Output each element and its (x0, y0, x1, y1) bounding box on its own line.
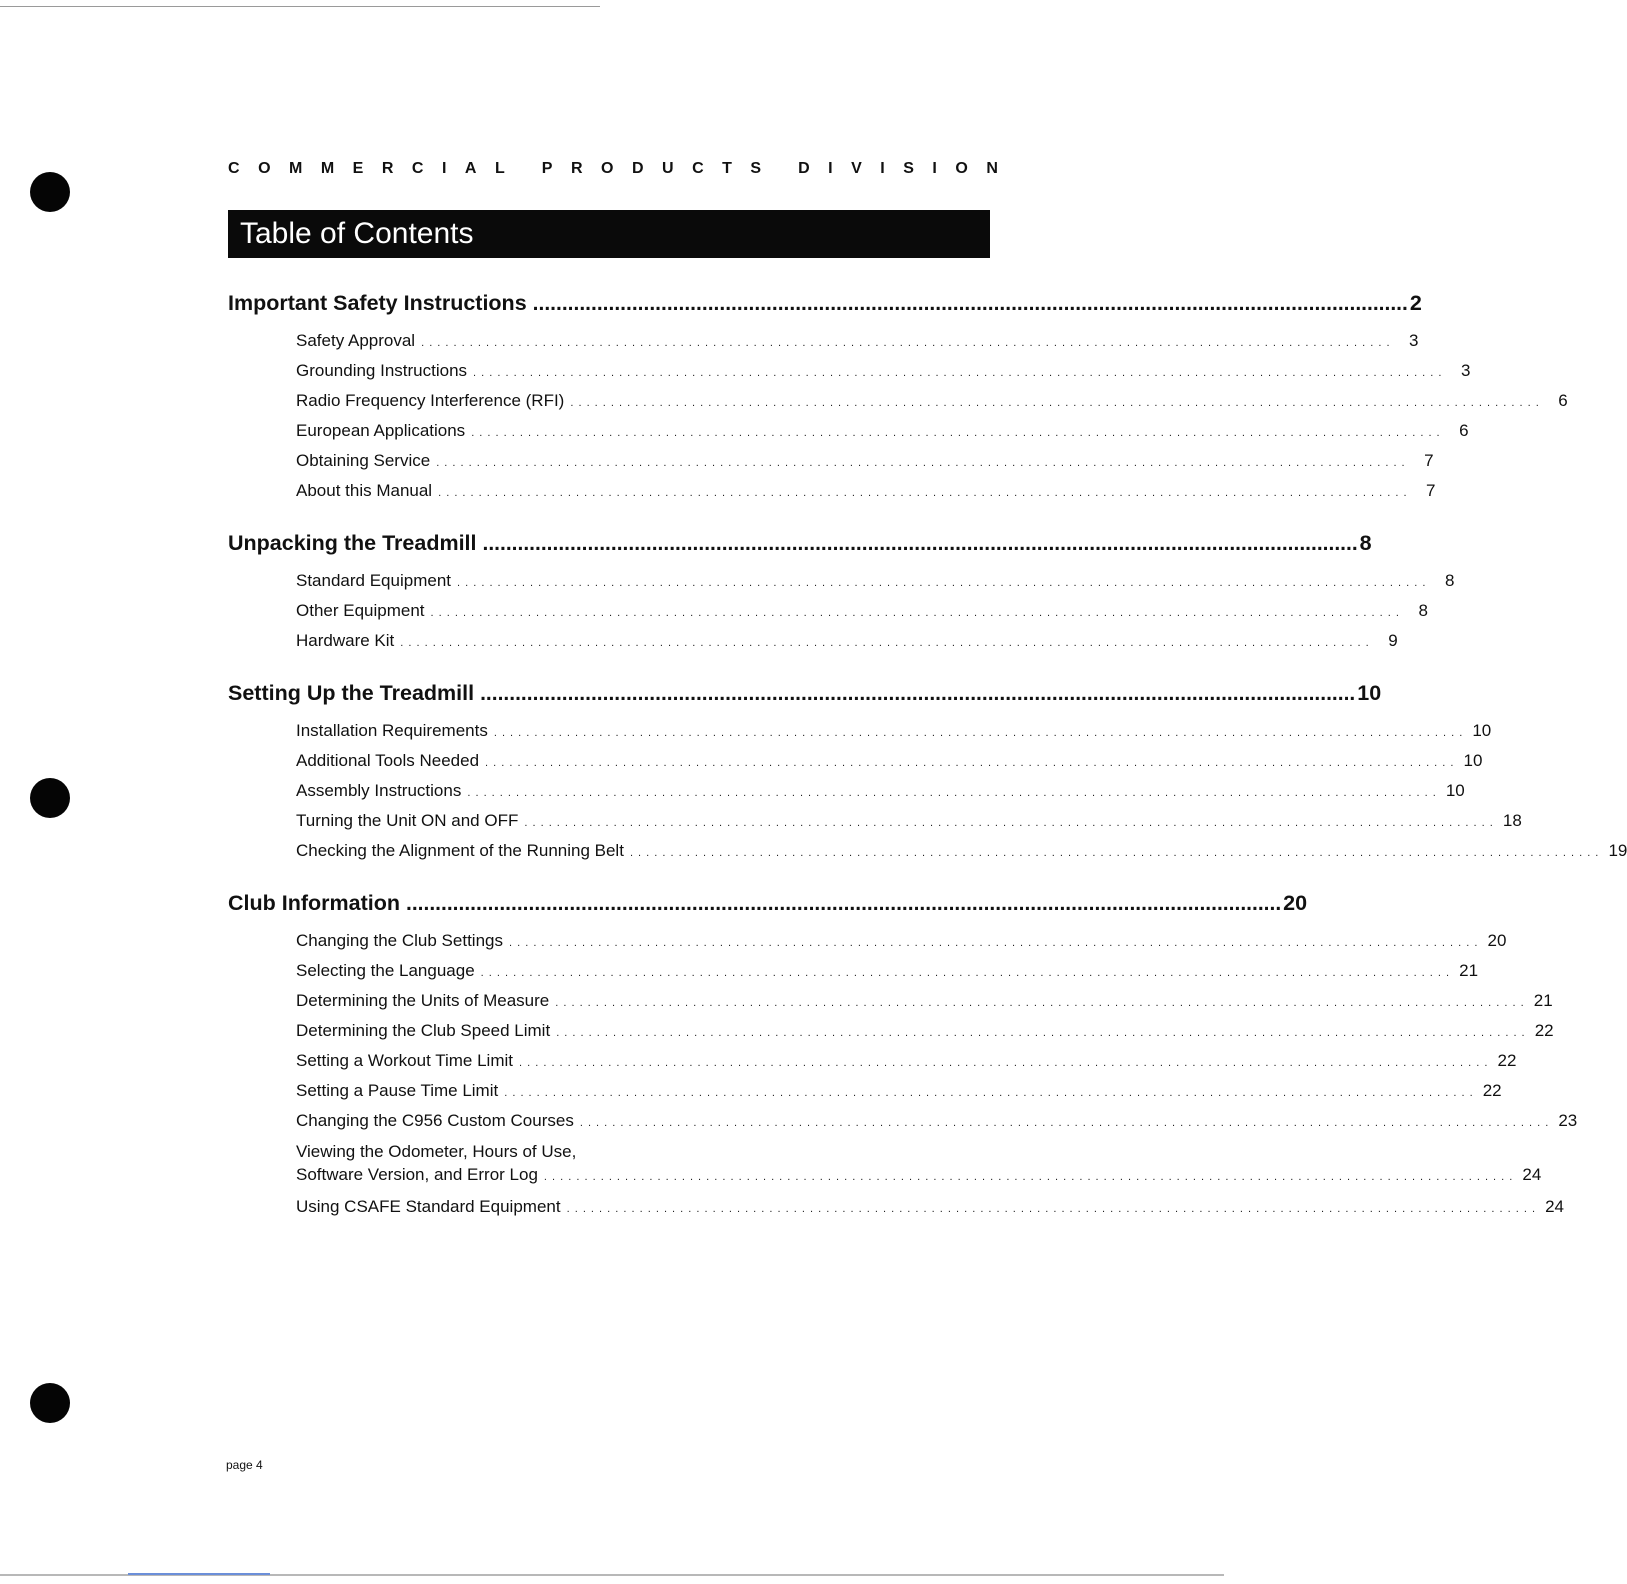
toc-entry[interactable] (296, 1192, 1565, 1222)
entry-page-number: 18 (1502, 811, 1522, 830)
scan-edge-top (0, 6, 600, 7)
entry-label: About this Manual (296, 481, 433, 500)
dot-leader: . . . . . . . . . . . . . . . . . . . . . . . . . . . . . . . . . . . . . . . . . . . . . . . . . . . . . . . . . . . . . . . . . . . . . . . . . . . . . . . . . . . . . . . . . . . . . . . . . . . . . . . . . . . . . . . . . . . . . . . . (570, 397, 1540, 409)
entry-page-number: 3 (1461, 361, 1471, 380)
entry-page-number: 8 (1444, 571, 1455, 590)
toc-entry[interactable] (296, 326, 1419, 356)
toc-section-heading[interactable]: Setting Up the Treadmill ...................................................................................................................................................... 10 (228, 674, 838, 712)
toc-entry[interactable] (296, 566, 1455, 596)
entry-label: Standard Equipment (296, 571, 451, 590)
division-letter: M (320, 160, 335, 177)
toc-entry[interactable] (296, 716, 1492, 746)
dot-leader: . . . . . . . . . . . . . . . . . . . . . . . . . . . . . . . . . . . . . . . . . . . . . . . . . . . . . . . . . . . . . . . . . . . . . . . . . . . . . . . . . . . . . . . . . . . . . . . . . . . . . . . . . . . . . . . . . . . . . . . . (480, 967, 1451, 979)
binder-hole (30, 778, 70, 818)
toc-section (228, 674, 1627, 866)
entry-page-number: 22 (1497, 1051, 1517, 1070)
entry-page-number: 10 (1463, 751, 1483, 770)
dot-leader: . . . . . . . . . . . . . . . . . . . . . . . . . . . . . . . . . . . . . . . . . . . . . . . . . . . . . . . . . . . . . . . . . . . . . . . . . . . . . . . . . . . . . . . . . . . . . . . . . . . . . . . . . . . . . . . . . . . . . . . . (436, 457, 1406, 469)
entry-page-number: 19 (1608, 841, 1627, 860)
entry-page-number: 6 (1558, 391, 1568, 410)
dot-leader: . . . . . . . . . . . . . . . . . . . . . . . . . . . . . . . . . . . . . . . . . . . . . . . . . . . . . . . . . . . . . . . . . . . . . . . . . . . . . . . . . . . . . . . . . . . . . . . . . . . . . . . . . . . . . . . . . . . . . . . . (524, 817, 1494, 829)
entry-page-number: 10 (1472, 721, 1492, 740)
division-letter: I (880, 160, 885, 177)
division-letter: C (692, 160, 704, 177)
toc-entry[interactable] (296, 446, 1434, 476)
entry-label: Hardware Kit (296, 631, 395, 650)
dot-leader: . . . . . . . . . . . . . . . . . . . . . . . . . . . . . . . . . . . . . . . . . . . . . . . . . . . . . . . . . . . . . . . . . . . . . . . . . . . . . . . . . . . . . . . . . . . . . . . . . . . . . . . . . . . . . . . . . . . . . . . . (504, 1087, 1474, 1099)
toc-entry[interactable] (296, 1016, 1554, 1046)
dot-leader: ...................................................................................................................................................... (405, 892, 1282, 915)
entry-page-number: 7 (1424, 451, 1434, 470)
toc-entry[interactable] (296, 476, 1436, 506)
division-letter: S (750, 160, 762, 177)
division-letter: C (411, 160, 424, 177)
division-letter: S (903, 160, 914, 177)
entry-page-number: 21 (1459, 961, 1479, 980)
division-letter: R (570, 160, 583, 177)
division-header (228, 160, 998, 178)
entry-page-number: 3 (1409, 331, 1419, 350)
toc-section-heading[interactable]: Club Information ...................................................................................................................................................... 20 (228, 884, 838, 922)
entry-page-number: 24 (1522, 1165, 1542, 1184)
dot-leader: . . . . . . . . . . . . . . . . . . . . . . . . . . . . . . . . . . . . . . . . . . . . . . . . . . . . . . . . . . . . . . . . . . . . . . . . . . . . . . . . . . . . . . . . . . . . . . . . . . . . . . . . . . . . . . . . . . . . . . . . (543, 1171, 1514, 1183)
dot-leader: . . . . . . . . . . . . . . . . . . . . . . . . . . . . . . . . . . . . . . . . . . . . . . . . . . . . . . . . . . . . . . . . . . . . . . . . . . . . . . . . . . . . . . . . . . . . . . . . . . . . . . . . . . . . . . . . . . . . . . . . (629, 847, 1600, 859)
toc-entry[interactable] (296, 776, 1465, 806)
dot-leader: . . . . . . . . . . . . . . . . . . . . . . . . . . . . . . . . . . . . . . . . . . . . . . . . . . . . . . . . . . . . . . . . . . . . . . . . . . . . . . . . . . . . . . . . . . . . . . . . . . . . . . . . . . . . . . . . . . . . . . . . (438, 487, 1408, 499)
toc-entry[interactable] (296, 836, 1627, 866)
entry-label: Changing the C956 Custom Courses (296, 1111, 574, 1130)
division-letter: N (986, 160, 998, 177)
dot-leader: . . . . . . . . . . . . . . . . . . . . . . . . . . . . . . . . . . . . . . . . . . . . . . . . . . . . . . . . . . . . . . . . . . . . . . . . . . . . . . . . . . . . . . . . . . . . . . . . . . . . . . . . . . . . . . . . . . . . . . . . (566, 1203, 1537, 1215)
division-letter: P (541, 160, 553, 177)
entry-page-number: 24 (1545, 1197, 1565, 1216)
entry-page-number: 10 (1445, 781, 1465, 800)
division-letter: L (494, 160, 505, 177)
division-letter: O (955, 160, 968, 177)
dot-leader: . . . . . . . . . . . . . . . . . . . . . . . . . . . . . . . . . . . . . . . . . . . . . . . . . . . . . . . . . . . . . . . . . . . . . . . . . . . . . . . . . . . . . . . . . . . . . . . . . . . . . . . . . . . . . . . . . . . . . . . . (508, 937, 1479, 949)
entry-label: Other Equipment (296, 601, 425, 620)
dot-leader: . . . . . . . . . . . . . . . . . . . . . . . . . . . . . . . . . . . . . . . . . . . . . . . . . . . . . . . . . . . . . . . . . . . . . . . . . . . . . . . . . . . . . . . . . . . . . . . . . . . . . . . . . . . . . . . . . . . . . . . . (493, 727, 1464, 739)
dot-leader: . . . . . . . . . . . . . . . . . . . . . . . . . . . . . . . . . . . . . . . . . . . . . . . . . . . . . . . . . . . . . . . . . . . . . . . . . . . . . . . . . . . . . . . . . . . . . . . . . . . . . . . . . . . . . . . . . . . . . . . . (519, 1057, 1489, 1069)
entry-page-number: 6 (1459, 421, 1469, 440)
entry-page-number: 23 (1558, 1111, 1578, 1130)
page-number: page 4 (226, 1458, 263, 1472)
toc-section (228, 524, 1455, 656)
dot-leader: . . . . . . . . . . . . . . . . . . . . . . . . . . . . . . . . . . . . . . . . . . . . . . . . . . . . . . . . . . . . . . . . . . . . . . . . . . . . . . . . . . . . . . . . . . . . . . . . . . . . . . . . . . . . . . . . . . . . . . . . (430, 607, 1400, 619)
table-of-contents (228, 284, 1627, 1240)
division-letter: I (441, 160, 447, 177)
entry-label: Viewing the Odometer, Hours of Use, (296, 1142, 577, 1161)
division-letter: E (352, 160, 364, 177)
division-letter: M (289, 160, 303, 177)
entry-label: Obtaining Service (296, 451, 431, 470)
toc-section-heading[interactable]: Unpacking the Treadmill ...................................................................................................................................................... 8 (228, 524, 838, 562)
toc-entry[interactable] (296, 416, 1469, 446)
entry-label: Selecting the Language (296, 961, 475, 980)
entry-label: Installation Requirements (296, 721, 488, 740)
toc-entry[interactable] (296, 1106, 1578, 1136)
division-letter: R (381, 160, 394, 177)
division-letter: U (662, 160, 674, 177)
entry-page-number: 7 (1426, 481, 1436, 500)
entry-label: Setting a Workout Time Limit (296, 1051, 513, 1070)
toc-entry[interactable] (296, 926, 1507, 956)
page-title: Table of Contents (228, 210, 990, 258)
entry-label: Additional Tools Needed (296, 751, 480, 770)
dot-leader: . . . . . . . . . . . . . . . . . . . . . . . . . . . . . . . . . . . . . . . . . . . . . . . . . . . . . . . . . . . . . . . . . . . . . . . . . . . . . . . . . . . . . . . . . . . . . . . . . . . . . . . . . . . . . . . . . . . . . . . . (485, 757, 1455, 769)
entry-label: Determining the Units of Measure (296, 991, 550, 1010)
entry-label: Determining the Club Speed Limit (296, 1021, 551, 1040)
division-letter: V (851, 160, 862, 177)
toc-section (228, 284, 1568, 506)
entry-label: Setting a Pause Time Limit (296, 1081, 499, 1100)
dot-leader: . . . . . . . . . . . . . . . . . . . . . . . . . . . . . . . . . . . . . . . . . . . . . . . . . . . . . . . . . . . . . . . . . . . . . . . . . . . . . . . . . . . . . . . . . . . . . . . . . . . . . . . . . . . . . . . . . . . . . . . . (556, 1027, 1526, 1039)
entry-page-number: 9 (1388, 631, 1398, 650)
entry-page-number: 8 (1418, 601, 1428, 620)
dot-leader: . . . . . . . . . . . . . . . . . . . . . . . . . . . . . . . . . . . . . . . . . . . . . . . . . . . . . . . . . . . . . . . . . . . . . . . . . . . . . . . . . . . . . . . . . . . . . . . . . . . . . . . . . . . . . . . . . . . . . . . . (471, 427, 1441, 439)
entry-label: Changing the Club Settings (296, 931, 503, 950)
dot-leader: ...................................................................................................................................................... (532, 292, 1408, 315)
toc-entry[interactable] (296, 596, 1428, 626)
binder-hole (30, 172, 70, 212)
toc-entry[interactable] (296, 746, 1483, 776)
dot-leader: . . . . . . . . . . . . . . . . . . . . . . . . . . . . . . . . . . . . . . . . . . . . . . . . . . . . . . . . . . . . . . . . . . . . . . . . . . . . . . . . . . . . . . . . . . . . . . . . . . . . . . . . . . . . . . . . . . . . . . . . (579, 1117, 1550, 1129)
dot-leader: . . . . . . . . . . . . . . . . . . . . . . . . . . . . . . . . . . . . . . . . . . . . . . . . . . . . . . . . . . . . . . . . . . . . . . . . . . . . . . . . . . . . . . . . . . . . . . . . . . . . . . . . . . . . . . . . . . . . . . . . (421, 337, 1391, 349)
toc-entry[interactable] (296, 626, 1398, 656)
division-letter: T (722, 160, 732, 177)
toc-entry[interactable] (296, 386, 1568, 416)
toc-entry[interactable] (296, 986, 1553, 1016)
entry-label: Radio Frequency Interference (RFI) (296, 391, 565, 410)
entry-page-number: 22 (1534, 1021, 1554, 1040)
dot-leader: . . . . . . . . . . . . . . . . . . . . . . . . . . . . . . . . . . . . . . . . . . . . . . . . . . . . . . . . . . . . . . . . . . . . . . . . . . . . . . . . . . . . . . . . . . . . . . . . . . . . . . . . . . . . . . . . . . . . . . . . (457, 577, 1427, 589)
entry-label: Safety Approval (296, 331, 416, 350)
toc-entry[interactable] (296, 806, 1522, 836)
toc-section-heading[interactable]: Important Safety Instructions ...................................................................................................................................................... 2 (228, 284, 838, 322)
toc-entry[interactable] (296, 1046, 1517, 1076)
binder-hole (30, 1383, 70, 1423)
section-title: Club Information (228, 891, 400, 915)
toc-entry[interactable] (296, 956, 1479, 986)
dot-leader: . . . . . . . . . . . . . . . . . . . . . . . . . . . . . . . . . . . . . . . . . . . . . . . . . . . . . . . . . . . . . . . . . . . . . . . . . . . . . . . . . . . . . . . . . . . . . . . . . . . . . . . . . . . . . . . . . . . . . . . . (467, 787, 1437, 799)
entry-page-number: 22 (1482, 1081, 1502, 1100)
entry-label: Software Version, and Error Log (296, 1165, 538, 1184)
dot-leader: . . . . . . . . . . . . . . . . . . . . . . . . . . . . . . . . . . . . . . . . . . . . . . . . . . . . . . . . . . . . . . . . . . . . . . . . . . . . . . . . . . . . . . . . . . . . . . . . . . . . . . . . . . . . . . . . . . . . . . . . (555, 997, 1525, 1009)
toc-entry[interactable] (296, 356, 1471, 386)
entry-label: Checking the Alignment of the Running Belt (296, 841, 624, 860)
division-letter: A (464, 160, 477, 177)
scan-mark-blue (128, 1573, 270, 1575)
entry-label: European Applications (296, 421, 466, 440)
dot-leader: . . . . . . . . . . . . . . . . . . . . . . . . . . . . . . . . . . . . . . . . . . . . . . . . . . . . . . . . . . . . . . . . . . . . . . . . . . . . . . . . . . . . . . . . . . . . . . . . . . . . . . . . . . . . . . . . . . . . . . . . (400, 637, 1370, 649)
division-letter: O (258, 160, 271, 177)
division-letter: I (828, 160, 833, 177)
dot-leader: ...................................................................................................................................................... (480, 682, 1356, 705)
entry-page-number: 21 (1533, 991, 1553, 1010)
entry-label: Turning the Unit ON and OFF (296, 811, 519, 830)
entry-label: Using CSAFE Standard Equipment (296, 1197, 561, 1216)
entry-page-number: 20 (1487, 931, 1507, 950)
toc-entry[interactable] (296, 1076, 1502, 1106)
division-letter: I (932, 160, 937, 177)
section-title: Setting Up the Treadmill (228, 681, 475, 705)
dot-leader: . . . . . . . . . . . . . . . . . . . . . . . . . . . . . . . . . . . . . . . . . . . . . . . . . . . . . . . . . . . . . . . . . . . . . . . . . . . . . . . . . . . . . . . . . . . . . . . . . . . . . . . . . . . . . . . . . . . . . . . . (473, 367, 1443, 379)
division-letter: D (631, 160, 644, 177)
entry-label: Grounding Instructions (296, 361, 468, 380)
division-letter: D (798, 160, 810, 177)
division-letter: C (228, 160, 240, 177)
toc-section (228, 884, 1578, 1222)
dot-leader: ...................................................................................................................................................... (482, 532, 1358, 555)
section-title: Important Safety Instructions (228, 291, 527, 315)
entry-label: Assembly Instructions (296, 781, 462, 800)
division-letter: O (601, 160, 614, 177)
toc-entry[interactable] (296, 1136, 1542, 1192)
section-title: Unpacking the Treadmill (228, 531, 477, 555)
